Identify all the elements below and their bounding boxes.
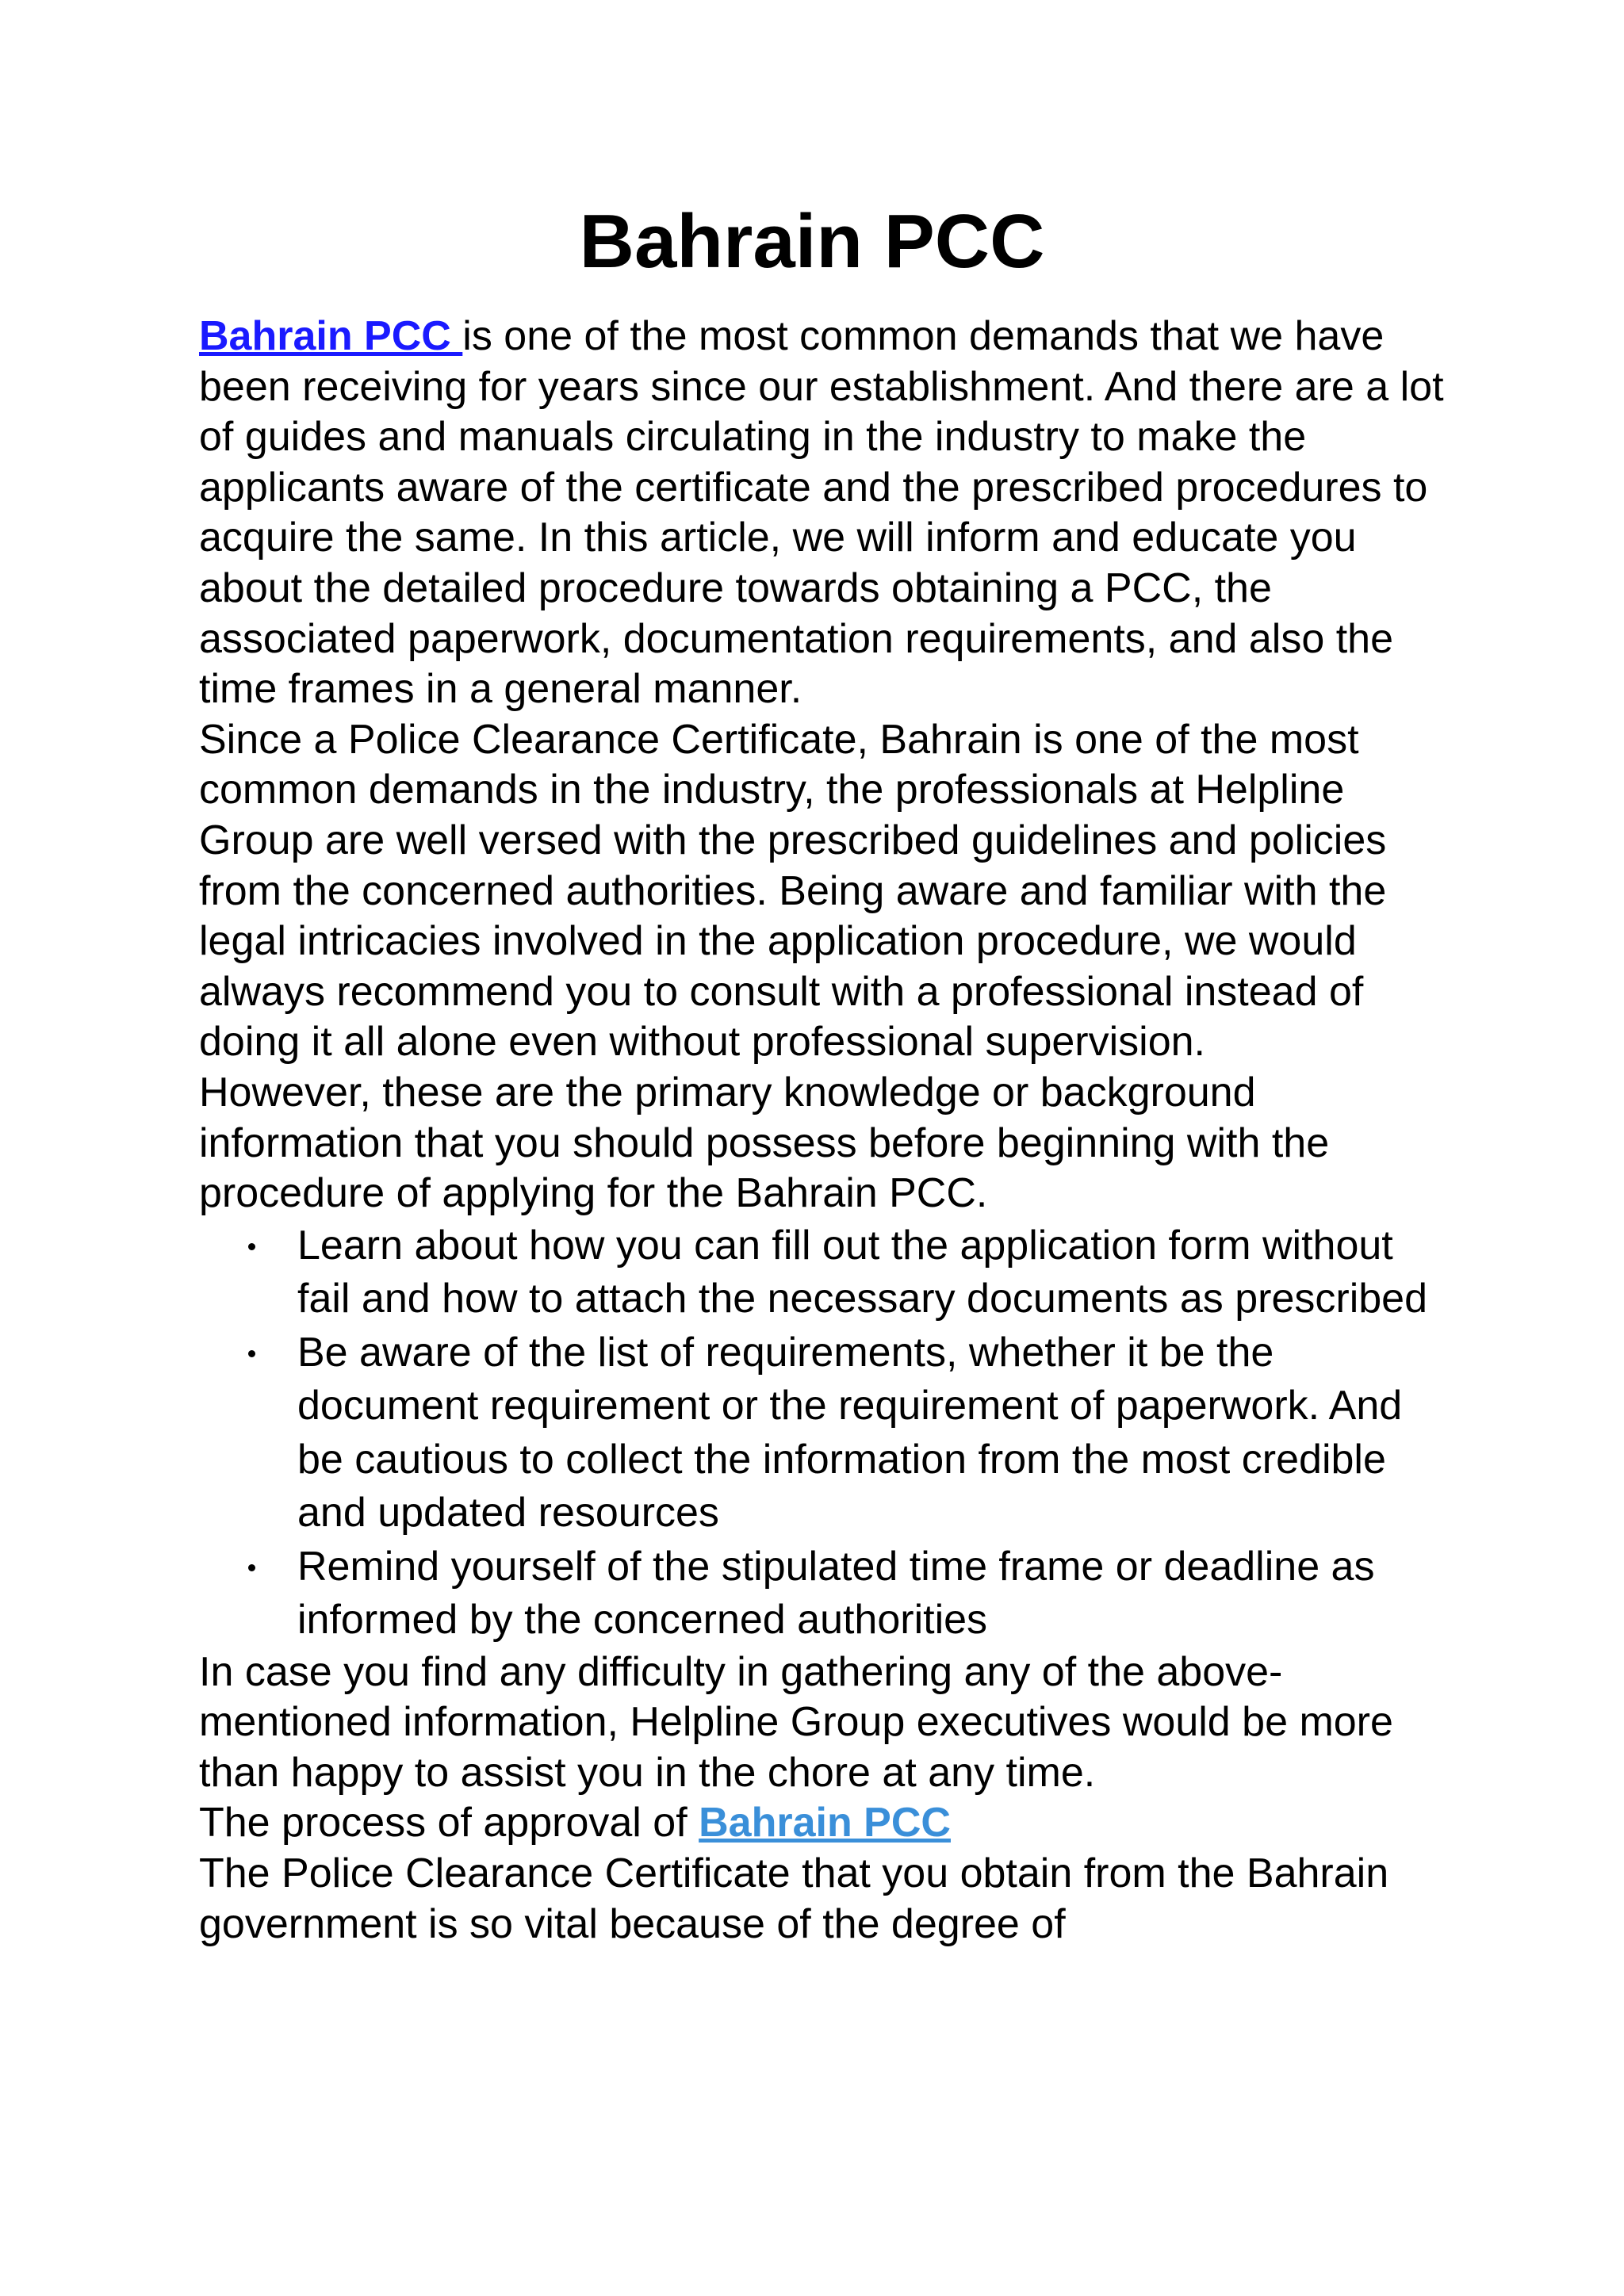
list-item — [199, 1219, 1452, 1326]
bahrain-pcc-process-link[interactable]: Bahrain PCC — [699, 1800, 951, 1846]
intro-text: is one of the most common demands that we have been receiving for years since our establishment. And there are a lot of guides and manuals circulating in the industry to make the applicants aware of the certificate and the prescribed procedures to acquire the same. In this article, we will inform and educate you about the detailed procedure towards obtaining a PCC, the associated paperwork, documentation requirements, and also the time frames in a general manner. — [199, 313, 1444, 713]
list-item — [199, 1540, 1452, 1647]
document-body — [199, 312, 1452, 1950]
paragraph-3: However, these are the primary knowledge or background information that you should possess before beginning with the procedure of applying for the Bahrain PCC. — [199, 1069, 1330, 1217]
paragraph-4: In case you find any difficulty in gathering any of the above-mentioned information, Helpline Group executives would be more than happy to assist you in the chore at any time. — [199, 1648, 1393, 1796]
paragraph-2: Since a Police Clearance Certificate, Bahrain is one of the most common demands in the industry, the professionals at Helpline Group are well versed with the prescribed guidelines and policies from the concerned authorities. Being aware and familiar with the legal intricacies involved in the application procedure, we would always recommend you to consult with a professional instead of doing it all alone even without professional supervision. — [199, 716, 1387, 1066]
page-title: Bahrain PCC — [579, 199, 1045, 284]
bullet-icon — [248, 1564, 255, 1571]
process-heading — [199, 1798, 1452, 1849]
list-item-text: Remind yourself of the stipulated time frame or deadline as informed by the concerned authorities — [297, 1543, 1375, 1644]
list-item-text: Learn about how you can fill out the application form without fail and how to attach the necessary documents as prescribed — [297, 1222, 1428, 1322]
requirements-list — [199, 1219, 1452, 1647]
bahrain-pcc-link[interactable]: Bahrain PCC — [199, 313, 463, 359]
intro-paragraph — [199, 312, 1452, 715]
list-item-text: Be aware of the list of requirements, whether it be the document requirement or the requirement of paperwork. And be cautious to collect the information from the most credible and updated resources — [297, 1329, 1403, 1536]
bullet-icon — [248, 1350, 255, 1357]
paragraph-5: The Police Clearance Certificate that you obtain from the Bahrain government is so vital because of the degree of — [199, 1850, 1389, 1947]
process-heading-text: The process of approval of — [199, 1800, 699, 1846]
list-item — [199, 1326, 1452, 1540]
bullet-icon — [248, 1243, 255, 1250]
